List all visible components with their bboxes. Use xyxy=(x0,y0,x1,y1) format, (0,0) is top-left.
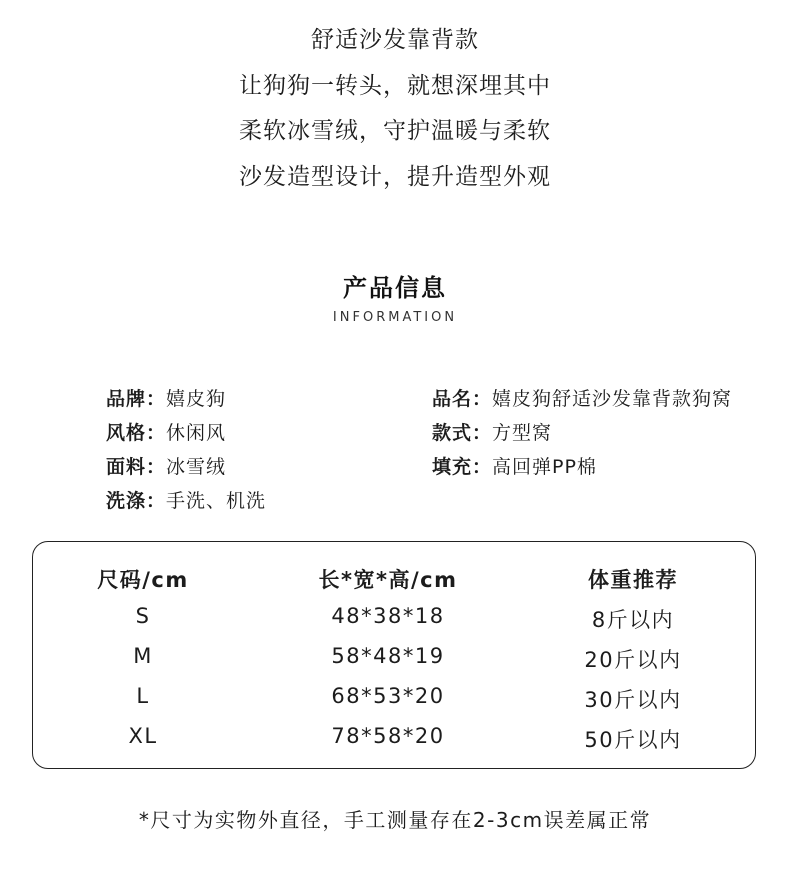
info-model-key: 款式： xyxy=(432,422,493,444)
size-row-s-size: S xyxy=(135,604,151,628)
info-fabric-key: 面料： xyxy=(106,456,167,478)
info-filling xyxy=(432,452,597,479)
intro-copy xyxy=(0,18,790,200)
info-washing-value: 手洗、机洗 xyxy=(166,490,267,512)
size-row-l-weight: 30斤以内 xyxy=(584,688,682,712)
info-model-value: 方型窝 xyxy=(492,422,553,444)
info-style-key: 风格： xyxy=(106,422,167,444)
info-brand xyxy=(106,384,226,411)
info-brand-key: 品牌： xyxy=(106,388,167,410)
size-row-xl-size: XL xyxy=(128,724,158,748)
size-row-xl-weight: 50斤以内 xyxy=(584,728,682,752)
size-row-s-weight: 8斤以内 xyxy=(591,608,675,632)
size-row-s-dimensions: 48*38*18 xyxy=(331,604,445,628)
info-filling-value: 高回弹PP棉 xyxy=(492,456,597,478)
size-row-m-size: M xyxy=(133,644,153,668)
info-washing xyxy=(106,486,266,513)
size-row-xl-dimensions: 78*58*20 xyxy=(331,724,445,748)
info-style xyxy=(106,418,226,445)
info-brand-value: 嬉皮狗 xyxy=(166,388,227,410)
intro-line-2: 让狗狗一转头，就想深埋其中 xyxy=(239,72,551,99)
size-header-weight: 体重推荐 xyxy=(588,568,678,592)
size-row-m-dimensions: 58*48*19 xyxy=(331,644,445,668)
info-model xyxy=(432,418,552,445)
info-style-value: 休闲风 xyxy=(166,422,227,444)
section-title: 产品信息 xyxy=(343,274,447,302)
size-row-l-dimensions: 68*53*20 xyxy=(331,684,445,708)
info-product-name-key: 品名： xyxy=(432,388,493,410)
info-filling-key: 填充： xyxy=(432,456,493,478)
size-row-m-weight: 20斤以内 xyxy=(584,648,682,672)
size-table-box xyxy=(32,541,756,769)
section-subtitle: INFORMATION xyxy=(332,310,458,325)
size-header-size: 尺码/cm xyxy=(97,568,189,592)
intro-line-1: 舒适沙发靠背款 xyxy=(311,27,479,53)
info-fabric-value: 冰雪绒 xyxy=(166,456,227,478)
info-fabric xyxy=(106,452,226,479)
info-washing-key: 洗涤： xyxy=(106,490,167,512)
size-row-l-size: L xyxy=(136,684,150,708)
info-product-name-value: 嬉皮狗舒适沙发靠背款狗窝 xyxy=(492,388,733,410)
intro-line-3: 柔软冰雪绒，守护温暖与柔软 xyxy=(239,118,551,144)
info-product-name xyxy=(432,384,732,411)
intro-line-4: 沙发造型设计，提升造型外观 xyxy=(239,163,551,190)
measurement-note: *尺寸为实物外直径，手工测量存在2-3cm误差属正常 xyxy=(138,808,652,832)
size-header-dimensions: 长*宽*高/cm xyxy=(318,568,458,592)
